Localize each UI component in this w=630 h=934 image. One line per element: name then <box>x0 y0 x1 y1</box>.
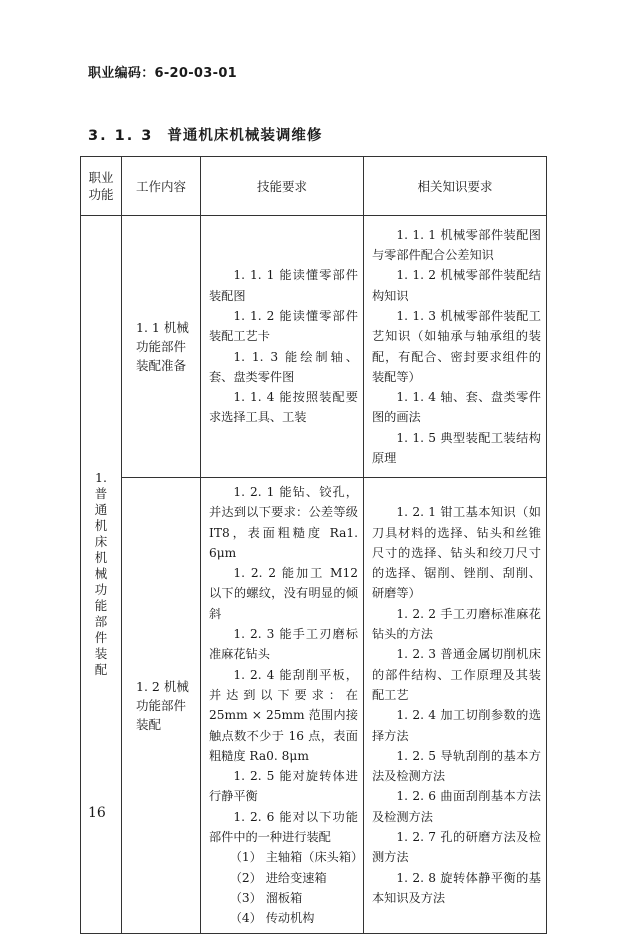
page-number: 16 <box>88 805 106 821</box>
section-heading <box>88 124 322 145</box>
section-title: 普通机床机械装调维修 <box>167 128 323 144</box>
function-cell <box>81 216 122 934</box>
skill-item: 1. 2. 4 能刮削平板，并达到以下要求：在 25mm × 25mm 范围内接触点数不少于 16 点，表面粗糙度 Ra0. 8μm <box>209 667 358 763</box>
header-work-content: 工作内容 <box>122 157 201 216</box>
function-char: 能 <box>94 598 108 614</box>
skill-item: 1. 1. 3 能绘制轴、套、盘类零件图 <box>209 349 358 384</box>
table-row <box>81 216 547 478</box>
knowledge-item: 1. 2. 5 导轨刮削的基本方法及检测方法 <box>372 748 541 784</box>
knowledge-item: 1. 1. 2 机械零部件装配结构知识 <box>372 268 541 303</box>
skill-item: 1. 2. 5 能对旋转体进行静平衡 <box>209 769 358 804</box>
header-knowledge-requirements: 相关知识要求 <box>364 157 547 216</box>
function-number: 1. <box>95 470 107 486</box>
knowledge-item: 1. 2. 4 加工切削参数的选择方法 <box>372 708 541 743</box>
header-skill-requirements: 技能要求 <box>201 157 364 216</box>
section-number: 3. 1. 3 <box>88 128 154 144</box>
knowledge-item: 1. 1. 3 机械零部件装配工艺知识（如轴承与轴承组的装配，有配合、密封要求组件的装配等） <box>372 308 541 384</box>
skill-item: 1. 2. 1 能钻、铰孔，并达到以下要求：公差等级 IT8，表面粗糙度 Ra1. 6μm <box>209 485 358 560</box>
function-char: 普 <box>94 486 108 502</box>
knowledge-item: 1. 2. 8 旋转体静平衡的基本知识及方法 <box>372 870 541 905</box>
knowledge-item: 1. 1. 4 轴、套、盘类零件图的画法 <box>372 390 541 425</box>
skill-item: 1. 2. 3 能手工刃磨标准麻花钻头 <box>209 627 358 662</box>
skills-table <box>80 156 547 934</box>
skill-item: 1. 2. 2 能加工 M12 以下的螺纹，没有明显的倾斜 <box>209 566 358 621</box>
table-header-row <box>81 157 547 216</box>
skill-subitem: （2） 进给变速箱 <box>229 870 327 885</box>
work-content-cell: 1. 2 机械功能部件装配 <box>122 478 201 934</box>
knowledge-item: 1. 1. 1 机械零部件装配图与零部件配合公差知识 <box>372 227 541 263</box>
skills-cell <box>201 478 364 934</box>
skill-subitem: （1） 主轴箱（床头箱） <box>229 850 364 865</box>
function-char: 件 <box>94 630 108 646</box>
function-char: 部 <box>94 614 108 630</box>
knowledge-item: 1. 2. 2 手工刃磨标准麻花钻头的方法 <box>372 606 541 642</box>
work-content-cell: 1. 1 机械功能部件装配准备 <box>122 216 201 478</box>
function-char: 装 <box>94 646 108 662</box>
function-char: 通 <box>94 502 108 518</box>
knowledge-item: 1. 2. 3 普通金属切削机床的部件结构、工作原理及其装配工艺 <box>372 647 541 702</box>
knowledge-item: 1. 2. 1 钳工基本知识（如刀具材料的选择、钻头和丝锥尺寸的选择、钻头和绞刀尺寸的选择、锯削、锉削、刮削、研磨等） <box>372 505 541 601</box>
function-char: 功 <box>94 582 108 598</box>
knowledge-item: 1. 1. 5 典型装配工装结构原理 <box>372 430 541 465</box>
knowledge-cell <box>364 216 547 478</box>
knowledge-item: 1. 2. 7 孔的研磨方法及检测方法 <box>372 830 541 865</box>
function-char: 床 <box>94 534 108 550</box>
function-char: 机 <box>94 550 108 566</box>
skill-item: 1. 2. 6 能对以下功能部件中的一种进行装配 <box>209 809 358 845</box>
knowledge-cell <box>364 478 547 934</box>
function-char: 配 <box>94 662 108 678</box>
skills-cell <box>201 216 364 478</box>
skill-item: 1. 1. 2 能读懂零部件装配工艺卡 <box>209 308 358 344</box>
function-char: 械 <box>94 566 108 582</box>
occupation-code: 职业编码：6-20-03-01 <box>88 66 238 81</box>
function-char: 机 <box>94 518 108 534</box>
skill-item: 1. 1. 1 能读懂零部件装配图 <box>209 268 358 303</box>
header-occupational-function: 职业功能 <box>81 157 122 216</box>
table-row <box>81 478 547 934</box>
skill-subitem: （4） 传动机构 <box>229 911 315 926</box>
skill-subitem: （3） 溜板箱 <box>229 890 303 905</box>
knowledge-item: 1. 2. 6 曲面刮削基本方法及检测方法 <box>372 789 541 824</box>
skill-item: 1. 1. 4 能按照装配要求选择工具、工装 <box>209 390 358 425</box>
